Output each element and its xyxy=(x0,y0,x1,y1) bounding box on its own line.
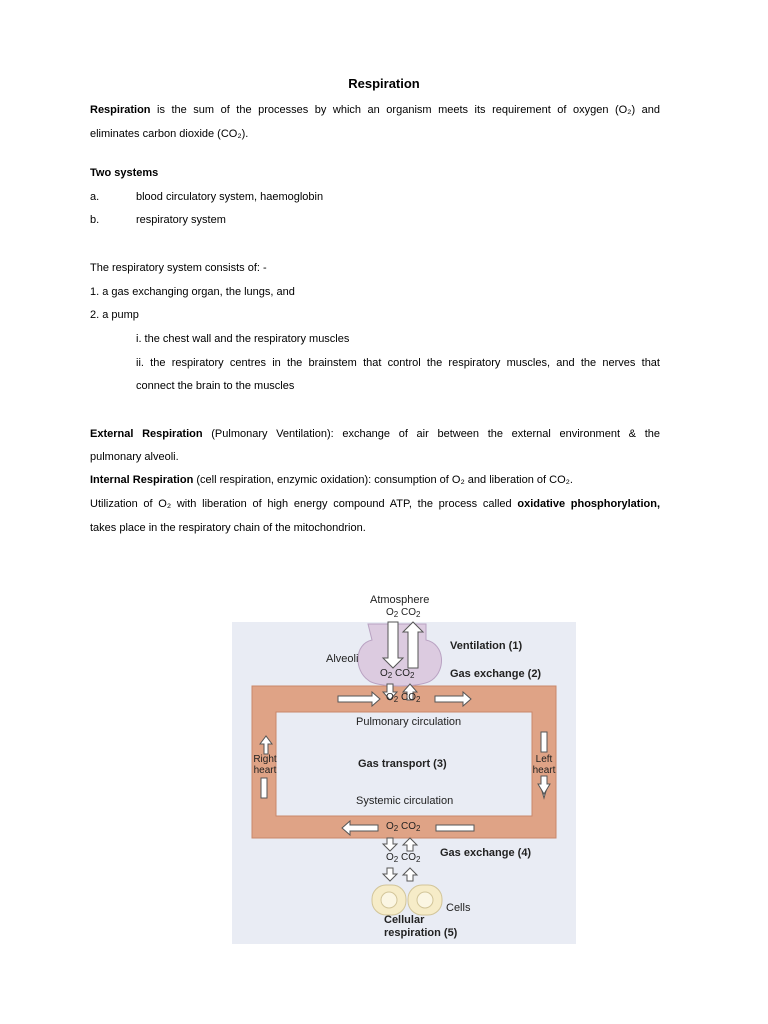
list-item: respiratory system xyxy=(136,214,226,226)
page-title: Respiration xyxy=(348,76,420,91)
right-heart-label: Right heart xyxy=(253,754,277,776)
consists-sub-ii-line2: connect the brain to the muscles xyxy=(136,380,295,392)
consists-sub-i: i. the chest wall and the respiratory muscles xyxy=(136,333,350,345)
list-item: blood circulatory system, haemoglobin xyxy=(136,191,324,203)
intro-term: Respiration xyxy=(90,104,151,116)
gas-exchange-4-label: Gas exchange (4) xyxy=(440,847,532,859)
systemic-circulation-label: Systemic circulation xyxy=(356,795,454,807)
cells-graphic xyxy=(372,885,442,915)
internal-text: (cell respiration, enzymic oxidation): consumption of O₂ and liberation of CO₂. xyxy=(193,474,573,486)
consists-item-1: 1. a gas exchanging organ, the lungs, and xyxy=(90,286,295,298)
gas-transport-label: Gas transport (3) xyxy=(358,758,447,770)
list-marker: a. xyxy=(90,191,100,203)
external-term: External Respiration xyxy=(90,428,203,440)
pulmonary-gases: $O_2$ $CO_2$ xyxy=(386,692,421,704)
intro-line1-text: is the sum of the processes by which an organism meets its requirement of oxygen (O₂) and xyxy=(150,104,660,116)
gas-exchange-2-label: Gas exchange (2) xyxy=(450,668,542,680)
atmosphere-gases: $O_2$ $CO_2$ xyxy=(386,607,421,619)
cellular-respiration-label: Cellular respiration (5) xyxy=(384,914,458,939)
list-marker: b. xyxy=(90,214,100,226)
external-respiration-line1 xyxy=(90,428,660,440)
oxidative-phosphorylation-term: oxidative phosphorylation, xyxy=(517,498,660,510)
consists-item-2: 2. a pump xyxy=(90,309,139,321)
intro-paragraph-line1 xyxy=(90,104,660,116)
ventilation-label: Ventilation (1) xyxy=(450,640,523,652)
consists-heading: The respiratory system consists of: - xyxy=(90,262,267,274)
external-line1-text: (Pulmonary Ventilation): exchange of air between the external environment & the xyxy=(202,428,660,440)
tissue-gases: $O_2$ $CO_2$ xyxy=(386,852,421,864)
two-systems-heading: Two systems xyxy=(90,167,159,179)
utilization-line2: takes place in the respiratory chain of the mitochondrion. xyxy=(90,522,366,534)
pulmonary-circulation-label: Pulmonary circulation xyxy=(356,716,462,728)
left-heart-label: Left heart xyxy=(532,754,556,776)
alveoli-label: Alveoli xyxy=(326,653,359,665)
alveoli-gases: $O_2$ $CO_2$ xyxy=(380,668,415,680)
utilization-text: Utilization of O₂ with liberation of high energy compound ATP, the process called xyxy=(90,498,518,510)
atmosphere-label: Atmosphere xyxy=(370,594,430,606)
consists-sub-ii-line1: ii. the respiratory centres in the brainstem that control the respiratory muscles, and the nerves that xyxy=(136,357,660,369)
external-respiration-line2: pulmonary alveoli. xyxy=(90,451,179,463)
systemic-gases: $O_2$ $CO_2$ xyxy=(386,821,421,833)
respiration-diagram xyxy=(230,588,576,946)
internal-respiration xyxy=(90,474,660,486)
cells-label: Cells xyxy=(446,902,471,914)
intro-paragraph-line2: eliminates carbon dioxide (CO₂). xyxy=(90,128,249,140)
internal-term: Internal Respiration xyxy=(90,474,194,486)
utilization-line1 xyxy=(90,498,660,510)
